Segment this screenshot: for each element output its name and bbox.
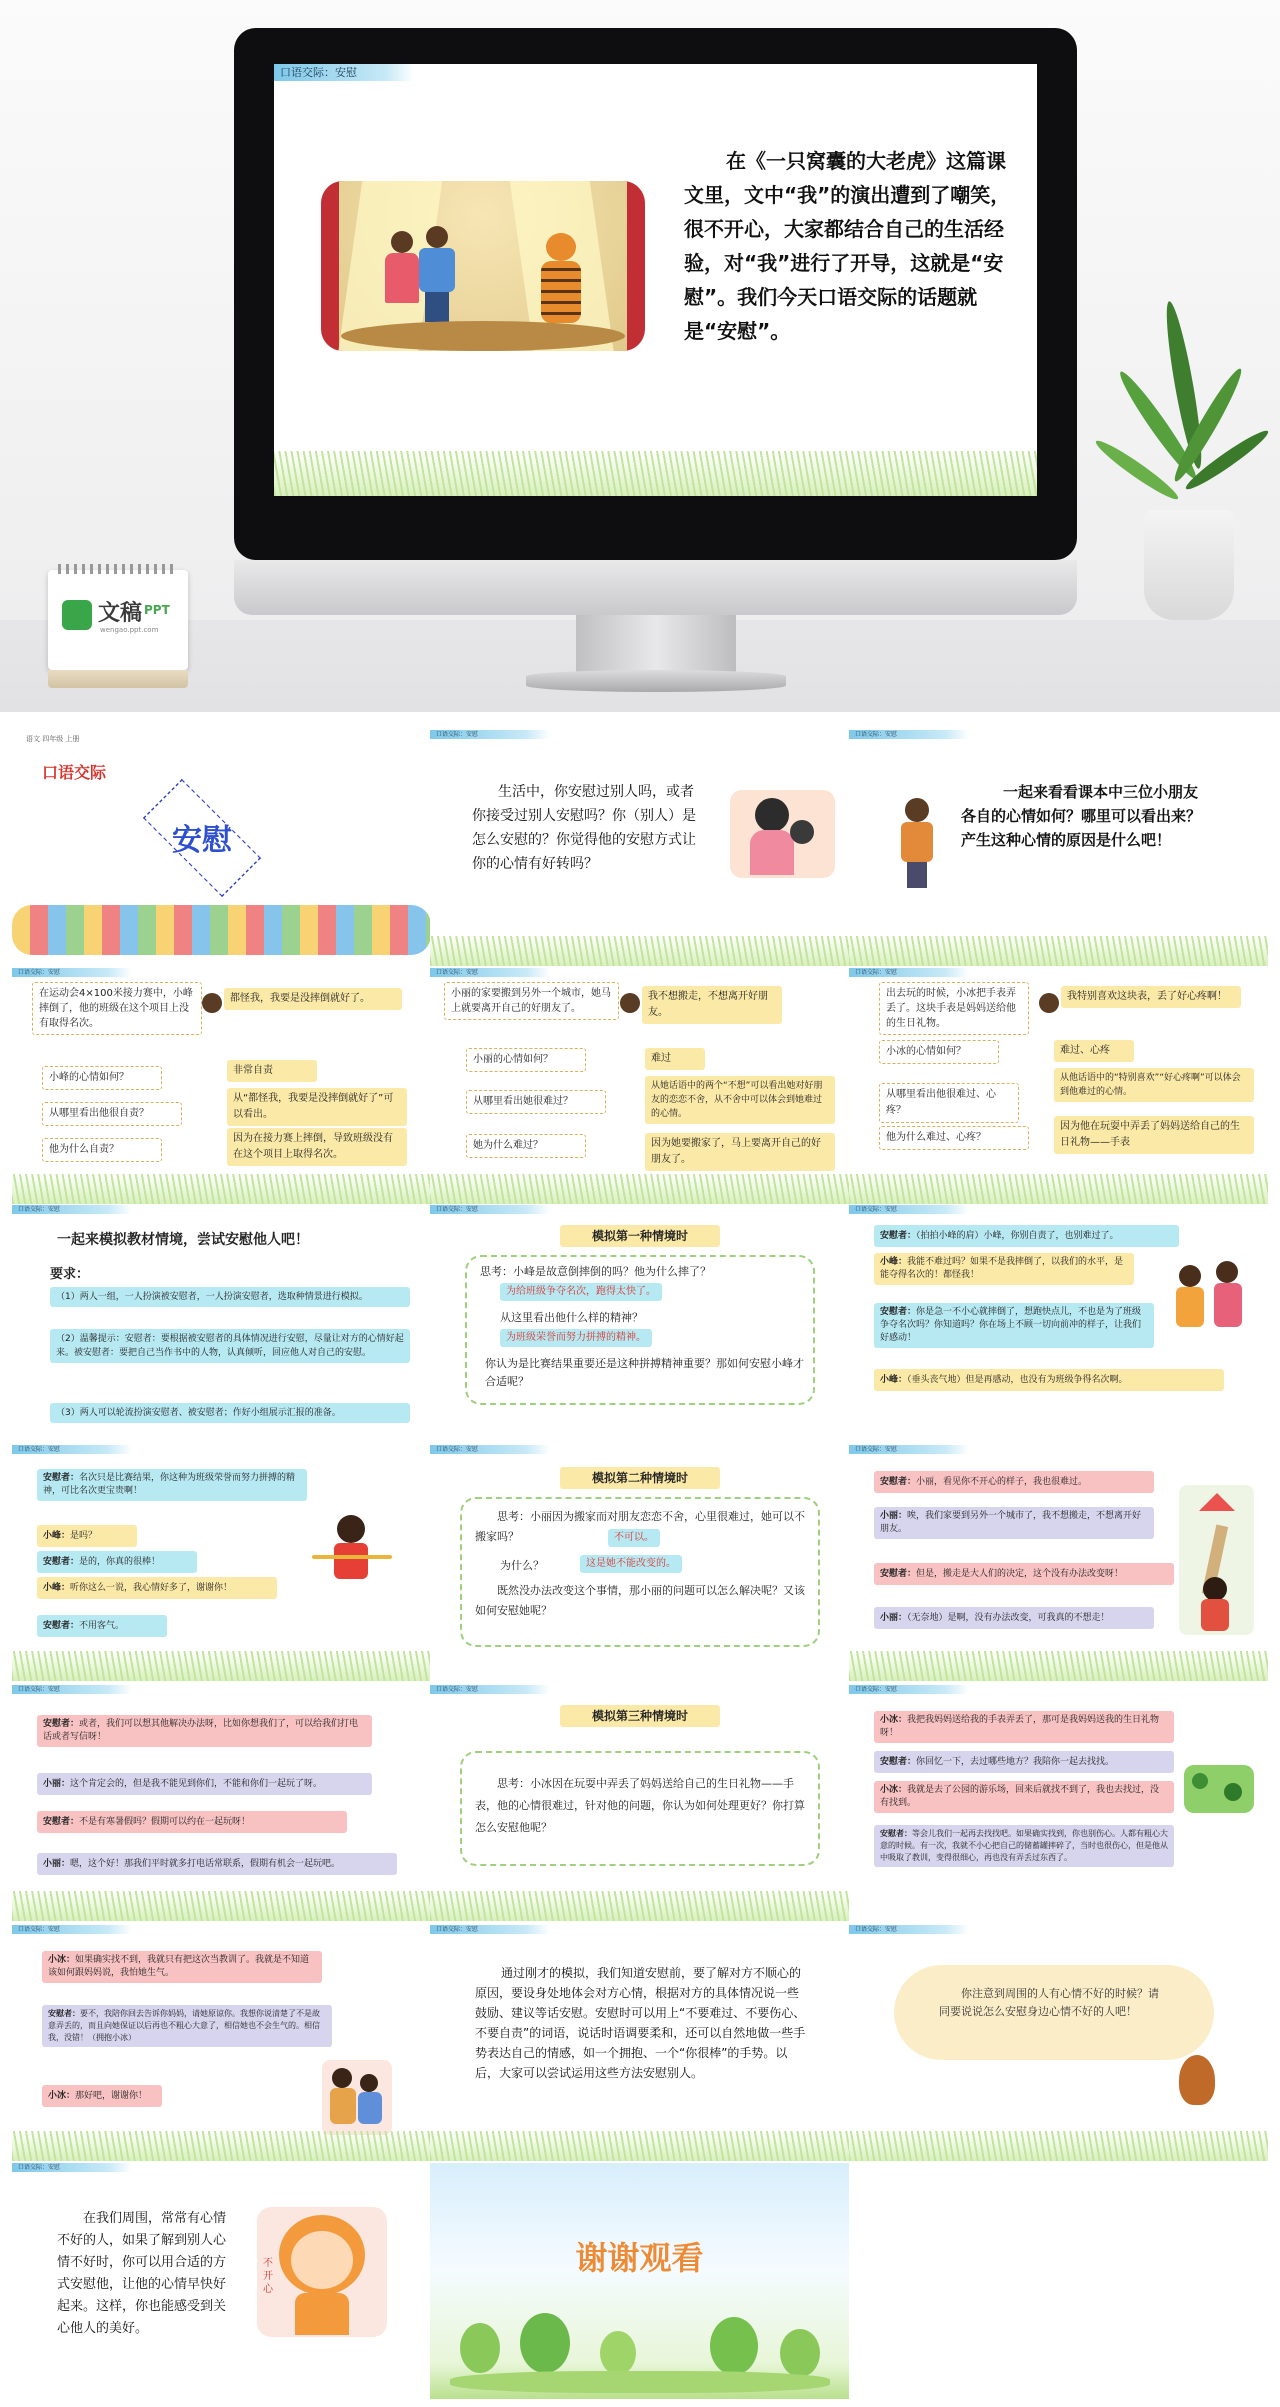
- slide-header: 口语交际：安慰: [430, 968, 550, 977]
- girl-road-illustration: [1179, 1485, 1254, 1635]
- dialog-row-2: 小峰：我能不难过吗？如果不是我摔倒了，以我们的水平，是能夺得名次的！都怪我！: [874, 1253, 1134, 1285]
- dialog-row-3: 安慰者：不是有寒暑假吗？假期可以约在一起玩呀！: [37, 1811, 347, 1833]
- boy-icon: [202, 993, 222, 1013]
- think-line-2: 为什么？: [500, 1559, 544, 1572]
- question-1: 小丽的心情如何？: [466, 1048, 586, 1072]
- think-answer-1: 为给班级争夺名次，跑得太快了。: [500, 1283, 662, 1301]
- slide-header: 口语交际：安慰: [849, 1205, 969, 1214]
- dialog-row-3: 安慰者：但是，搬走是大人们的决定，这个没有办法改变呀！: [874, 1563, 1174, 1585]
- answer-1: 难过、心疼: [1054, 1040, 1134, 1062]
- slide-15: [849, 1685, 1268, 1921]
- answer-3: 因为她要搬家了，马上要离开自己的好朋友了。: [645, 1133, 835, 1171]
- slide-title: 模拟第二种情境时: [560, 1467, 720, 1489]
- slide-header: 口语交际：安慰: [849, 1925, 969, 1934]
- question-1: 小峰的心情如何？: [42, 1066, 162, 1090]
- slide-14: [430, 1685, 849, 1921]
- slide-title: 模拟第三种情境时: [560, 1705, 720, 1727]
- slide-7: [12, 1205, 431, 1441]
- think-text: 思考：小冰因在玩耍中弄丢了妈妈送给自己的生日礼物——手表，他的心情很难过，针对他的问题，你认为如何处理更好？你打算怎么安慰他呢？: [475, 1777, 805, 1834]
- question-3: 她为什么难过？: [466, 1134, 586, 1158]
- trees-illustration: [450, 2313, 830, 2393]
- answer-2: 从她话语中的两个“不想”可以看出她对好朋友的恋恋不舍，从不舍中可以体会到她难过的心情。: [645, 1076, 835, 1124]
- closing-text: 在我们周围，常常有心情不好的人，如果了解到别人心情不好时，你可以用合适的方式安慰他，让他的心情早快好起来。这样，你也能感受到关心他人的美好。: [57, 2211, 227, 2336]
- hero-section: [0, 0, 1280, 712]
- answer-3: 因为他在玩耍中弄丢了妈妈送给自己的生日礼物——手表: [1054, 1116, 1254, 1154]
- children-illustration: [12, 905, 431, 955]
- boy-icon: [1039, 993, 1059, 1013]
- dialog-row-4: 小峰：听你这么一说，我心情好多了，谢谢你！: [37, 1577, 277, 1599]
- slide-1: [12, 730, 431, 966]
- slide-header: 口语交际：安慰: [12, 1685, 132, 1694]
- slide-2: [430, 730, 849, 966]
- question-2: 从哪里看出他很难过、心疼？: [879, 1083, 1019, 1123]
- dialog-row-1: 安慰者：小丽，看见你不开心的样子，我也很难过。: [874, 1471, 1154, 1493]
- slide-5: [430, 968, 849, 1204]
- stage-illustration: [321, 181, 645, 351]
- dialog-row-1: 安慰者：或者，我们可以想其他解决办法呀，比如你想我们了，可以给我们打电话或者写信呀！: [37, 1715, 372, 1747]
- requirement-1: （1）两人一组，一人扮演被安慰者，一人扮演安慰者，选取种情景进行模拟。: [50, 1287, 410, 1307]
- answer-1: 非常自责: [227, 1060, 317, 1082]
- slide-header: 口语交际：安慰: [430, 730, 550, 739]
- slide-19: [12, 2163, 431, 2399]
- speech-bubble: 我不想搬走，不想离开好朋友。: [642, 986, 782, 1024]
- slide-12: [849, 1445, 1268, 1681]
- slide-header: 口语交际：安慰: [430, 1445, 550, 1454]
- slide-10: [12, 1445, 431, 1681]
- answer-1: 难过: [645, 1048, 705, 1070]
- slide-11: [430, 1445, 849, 1681]
- think-line-3: 既然没办法改变这个事情，那小丽的问题可以怎么解决呢？又该如何安慰她呢？: [475, 1584, 805, 1617]
- dialog-row-4: 小丽：嗯，这个好！那我们平时就多打电话常联系，假期有机会一起玩吧。: [37, 1853, 397, 1875]
- sad-label: 不开心: [263, 2258, 273, 2295]
- slide-6: [849, 968, 1268, 1204]
- dialog-row-3: 安慰者：你是急一不小心就摔倒了，想跑快点儿，不也是为了班级争夺名次吗？你知道吗？你在场上不顾一切向前冲的样子，让我们好感动！: [874, 1303, 1154, 1348]
- dialog-row-1: 安慰者：名次只是比赛结果，你这种为班级荣誉而努力拼搏的精神，可比名次更宝贵啊！: [37, 1469, 307, 1501]
- monitor-stand: [576, 615, 736, 675]
- sad-girl-illustration: [257, 2207, 387, 2337]
- dialog-row-2: 小峰：是吗？: [37, 1525, 137, 1547]
- slide-title: 口语交际: [42, 763, 107, 782]
- slide-header: 口语交际：安慰: [430, 1925, 550, 1934]
- dialog-row-2: 小丽：唉，我们家要到另外一个城市了，我不想搬走，不想离开好朋友。: [874, 1507, 1154, 1539]
- dialog-row-1: 小冰：如果确实找不到，我就只有把这次当教训了。我就是不知道该如何跟妈妈说，我怕她生气。: [42, 1951, 322, 1983]
- dialog-row-3: 小冰：那好吧，谢谢你！: [42, 2085, 162, 2107]
- slide-title: 一起来模拟教材情境，尝试安慰他人吧！: [57, 1232, 309, 1248]
- slide-header: 口语交际：安慰: [430, 1205, 550, 1214]
- question-3: 他为什么自责？: [42, 1138, 162, 1162]
- slide-13: [12, 1685, 431, 1921]
- mother-child-illustration: [730, 790, 835, 878]
- requirement-label: 要求：: [50, 1267, 90, 1282]
- question-2: 从哪里看出她很难过？: [466, 1090, 606, 1114]
- slide-header: 口语交际：安慰: [849, 730, 969, 739]
- slide-header: 口语交际：安慰: [430, 1685, 550, 1694]
- dialog-row-4: 安慰者：等会儿我们一起再去找找吧。如果确实找到，你也别伤心。人都有粗心大意的时候。有一次，我就不小心把自己的储蓄罐摔碎了，当时也很伤心，但是他从中吸取了教训，变得很细心，再也没有弄丢过东西了。: [874, 1825, 1174, 1867]
- think-line-1: 思考：小丽因为搬家而对朋友恋恋不舍，心里很难过，她可以不搬家吗？: [475, 1510, 805, 1543]
- summary-text: 通过刚才的模拟，我们知道安慰前，要了解对方不顺心的原因，要设身处地体会对方心情，根据对方的具体情况说一些鼓励、建议等话安慰。安慰时可以用上“不要难过、不要伤心、不要自责”的词语，说话时语调要柔和，还可以自然地做一些手势表达自己的情感，如一个拥抱、一个“你很棒”的手势。以后，大家可以尝试运用这些方法安慰别人。: [475, 1966, 806, 2080]
- slide-17: [430, 1925, 849, 2161]
- monitor-chin: [234, 560, 1077, 615]
- think-answer-1: 不可以。: [608, 1529, 660, 1547]
- think-line-1: 思考：小峰是故意倒摔倒的吗？他为什么摔了？: [480, 1265, 711, 1278]
- dialog-row-2: 安慰者：你回忆一下，去过哪些地方？我陪你一起去找找。: [874, 1751, 1174, 1773]
- requirement-2: （2）温馨提示：安慰者：要根据被安慰者的具体情况进行安慰，尽量让对方的心情好起来。被安慰者：要把自己当作书中的人物，认真倾听，回应他人对自己的安慰。: [50, 1329, 410, 1363]
- dialog-row-2: 小丽：这个肯定会的，但是我不能见到你们，不能和你们一起玩了呀。: [37, 1773, 372, 1795]
- slide-header: 口语交际：安慰: [12, 1205, 132, 1214]
- logo-calendar: [48, 570, 188, 690]
- slide-text: 生活中，你安慰过别人吗，或者你接受过别人安慰吗？你（别人）是怎么安慰的？你觉得他的安慰方式让你的心情有好转吗？: [472, 784, 696, 872]
- logo-url: wengao.ppt.com: [100, 626, 159, 634]
- slide-header: 口语交际：安慰: [849, 968, 969, 977]
- thanks-title: 谢谢观看: [575, 2239, 704, 2277]
- slide-header: 口语交际：安慰: [849, 1685, 969, 1694]
- question-2: 从哪里看出他很自责？: [42, 1102, 182, 1126]
- question-1: 小冰的心情如何？: [879, 1040, 999, 1064]
- slide-18: [849, 1925, 1268, 2161]
- monitor: [234, 28, 1077, 560]
- logo-brand: 文稿: [98, 601, 143, 626]
- speech-bubble: 我特别喜欢这块表，丢了好心疼啊！: [1061, 986, 1241, 1008]
- slide-header: 口语交际：安慰: [12, 1925, 132, 1934]
- think-answer-2: 为班级荣誉而努力拼搏的精神。: [500, 1329, 652, 1347]
- dialog-row-5: 安慰者：不用客气。: [37, 1615, 167, 1637]
- kids-illustration: [1174, 1255, 1254, 1355]
- dialog-row-4: 小丽：（无奈地）是啊，没有办法改变，可我真的不想走！: [874, 1607, 1154, 1629]
- dialog-row-2: 安慰者：要不，我陪你回去告诉你妈妈，请她原谅你。我想你说清楚了不是故意弄丢的，而且向她保证以后再也不粗心大意了，相信她也不会生气的。相信我，没错！（拥抱小冰）: [42, 2005, 332, 2047]
- hug-illustration: [322, 2060, 392, 2135]
- think-answer-2: 这是她不能改变的。: [580, 1555, 682, 1573]
- question-3: 他为什么难过、心疼？: [879, 1126, 1029, 1150]
- slide-3: [849, 730, 1268, 966]
- logo-icon: [62, 600, 92, 630]
- answer-2: 从“都怪我，我要是没摔倒就好了”可以看出。: [227, 1088, 407, 1126]
- answer-2: 从他话语中的“特别喜欢”“好心疼啊”可以体会到他难过的心情。: [1054, 1068, 1254, 1102]
- dialog-row-1: 安慰者：（拍拍小峰的肩）小峰，你别自责了，也别难过了。: [874, 1225, 1179, 1247]
- hero-slide: [274, 64, 1037, 496]
- speech-bubble: 都怪我，我要是没摔倒就好了。: [224, 988, 402, 1010]
- plant: [1120, 300, 1260, 620]
- hero-paragraph: 在《一只窝囊的大老虎》这篇课文里，文中“我”的演出遭到了嘲笑，很不开心，大家都结合自己的生活经验，对“我”进行了开导，这就是“安慰”。我们今天口语交际的话题就是“安慰”。: [684, 149, 1011, 343]
- dialog-row-1: 小冰：我把我妈妈送给我的手表弄丢了，那可是我妈妈送我的生日礼物呀！: [874, 1711, 1174, 1743]
- slide-header: 口语交际：安慰: [12, 1445, 132, 1454]
- think-line-2: 从这里看出他什么样的精神？: [500, 1311, 643, 1324]
- topic-title: 安慰: [172, 823, 232, 858]
- story-box: 在运动会4×100米接力赛中，小峰摔倒了，他的班级在这个项目上没有取得名次。: [32, 982, 202, 1035]
- slide-16: [12, 1925, 431, 2161]
- slide-4: [12, 968, 431, 1204]
- dialog-row-3: 小冰：我就是去了公园的游乐场，回来后就找不到了，我也去找过，没有找到。: [874, 1781, 1174, 1813]
- slide-9: [849, 1205, 1268, 1441]
- story-box: 小丽的家要搬到另外一个城市，她马上就要离开自己的好朋友了。: [444, 982, 619, 1020]
- slide-header: 口语交际：安慰: [12, 2163, 132, 2172]
- slide-header: 口语交际：安慰: [849, 1445, 969, 1454]
- slide-header: 口语交际：安慰: [12, 968, 132, 977]
- runner-illustration: [312, 1515, 392, 1605]
- dialog-row-4: 小峰：（垂头丧气地）但是再感动，也没有为班级争得名次啊。: [874, 1369, 1224, 1391]
- prompt-text: 你注意到周围的人有心情不好的时候？请同要说说怎么安慰身边心情不好的人吧！: [939, 1987, 1159, 2018]
- grade-label: 语文 四年级 上册: [26, 735, 80, 743]
- hedgehog-illustration: [1179, 2055, 1215, 2105]
- slide-text: 一起来看看课本中三位小朋友各自的心情如何？哪里可以看出来？产生这种心情的原因是什么吧！: [961, 783, 1202, 849]
- logo-sub: PPT: [144, 603, 170, 617]
- slide-8: [430, 1205, 849, 1441]
- teacher-illustration: [897, 798, 937, 888]
- slide-20: [430, 2163, 849, 2399]
- think-line-3: 你认为是比赛结果重要还是这种拼搏精神重要？那如何安慰小峰才合适呢？: [485, 1357, 804, 1388]
- girl-icon: [620, 993, 640, 1013]
- park-illustration: [1184, 1765, 1254, 1813]
- slide-header: 口语交际：安慰: [274, 64, 414, 81]
- story-box: 出去玩的时候，小冰把手表弄丢了。这块手表是妈妈送给他的生日礼物。: [879, 982, 1029, 1035]
- requirement-3: （3）两人可以轮流扮演安慰者、被安慰者；作好小组展示汇报的准备。: [50, 1403, 410, 1423]
- answer-3: 因为在接力赛上摔倒，导致班级没有在这个项目上取得名次。: [227, 1128, 407, 1166]
- slide-title: 模拟第一种情境时: [560, 1225, 720, 1247]
- dialog-row-3: 安慰者：是的，你真的很棒！: [37, 1551, 197, 1573]
- monitor-base: [526, 670, 786, 692]
